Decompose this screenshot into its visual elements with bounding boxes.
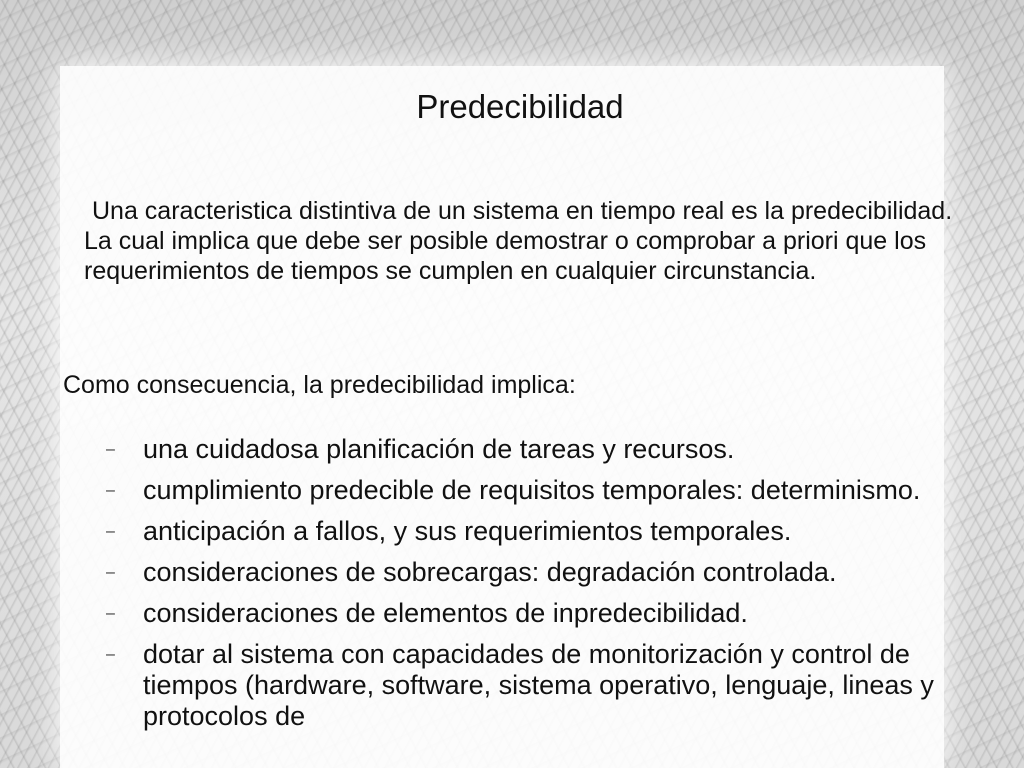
list-item-text: consideraciones de elementos de inpredecibilidad. [143, 598, 748, 628]
dash-icon: – [106, 605, 115, 622]
slide-title: Predecibilidad [416, 88, 624, 125]
list-item [106, 639, 986, 732]
list-item-text: dotar al sistema con capacidades de monitorización y control de tiempos (hardware, software, sistema operativo, lenguaje, lineas y protocolos de [143, 639, 934, 731]
list-item-text: consideraciones de sobrecargas: degradación controlada. [143, 557, 837, 587]
lead-sentence: Como consecuencia, la predecibilidad implica: [63, 371, 576, 399]
list-item [106, 557, 986, 588]
list-item [106, 516, 986, 547]
dash-icon: – [106, 482, 115, 499]
list-item [106, 475, 986, 506]
list-item [106, 598, 986, 629]
dash-icon: – [106, 564, 115, 581]
list-item [106, 434, 986, 465]
dash-icon: – [106, 523, 115, 540]
intro-paragraph [84, 196, 984, 286]
bullet-list [106, 434, 986, 742]
list-item-text: una cuidadosa planificación de tareas y recursos. [143, 434, 735, 464]
dash-icon: – [106, 646, 115, 663]
dash-icon: – [106, 441, 115, 458]
list-item-text: anticipación a fallos, y sus requerimientos temporales. [143, 516, 792, 546]
list-item-text: cumplimiento predecible de requisitos temporales: determinismo. [143, 475, 921, 505]
intro-paragraph-text: Una caracteristica distintiva de un sistema en tiempo real es la predecibilidad. La cual implica que debe ser posible demostrar o comprobar a priori que los requerimientos de tiempos se cumplen en cualquier circunstancia. [84, 197, 953, 285]
